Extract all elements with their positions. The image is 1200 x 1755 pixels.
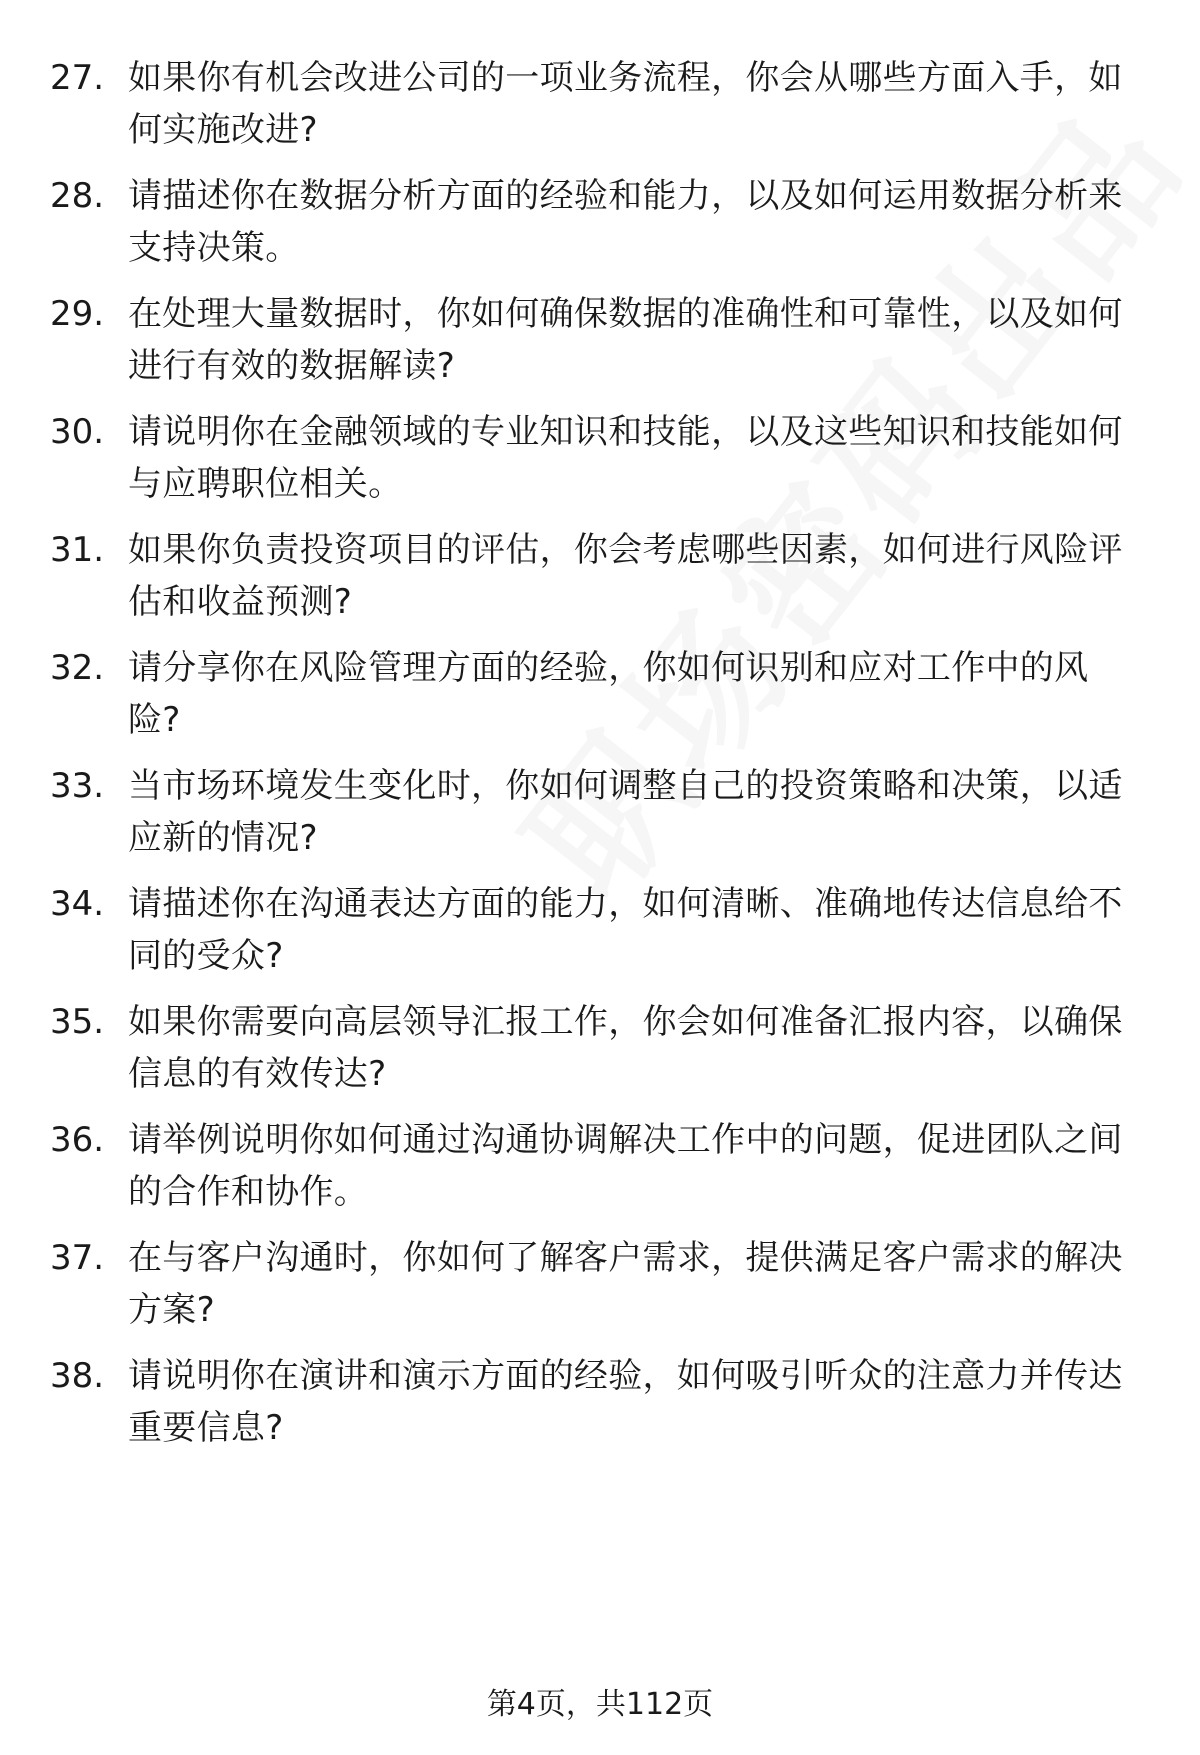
- question-number: 34.: [50, 884, 105, 924]
- question-item: [0, 524, 1200, 644]
- question-item: [0, 642, 1200, 762]
- question-item: [0, 1114, 1200, 1234]
- question-text: 当市场环境发生变化时，你如何调整自己的投资策略和决策，以适应新的情况?: [128, 766, 1123, 858]
- question-number: 38.: [50, 1356, 105, 1396]
- question-item: [0, 996, 1200, 1116]
- question-number: 33.: [50, 766, 105, 806]
- question-number: 31.: [50, 530, 105, 570]
- question-text: 请说明你在演讲和演示方面的经验，如何吸引听众的注意力并传达重要信息?: [128, 1356, 1123, 1448]
- question-number: 35.: [50, 1002, 105, 1042]
- question-number: 32.: [50, 648, 105, 688]
- question-number: 37.: [50, 1238, 105, 1278]
- question-number: 29.: [50, 294, 105, 334]
- question-item: [0, 406, 1200, 526]
- question-item: [0, 760, 1200, 880]
- question-text: 在与客户沟通时，你如何了解客户需求，提供满足客户需求的解决方案?: [128, 1238, 1123, 1330]
- page-footer: 第4页，共112页: [486, 1687, 714, 1722]
- question-item: [0, 878, 1200, 998]
- question-text: 请分享你在风险管理方面的经验，你如何识别和应对工作中的风险?: [128, 648, 1089, 740]
- question-text: 在处理大量数据时，你如何确保数据的准确性和可靠性，以及如何进行有效的数据解读?: [128, 294, 1123, 386]
- question-item: [0, 288, 1200, 408]
- question-item: [0, 1350, 1200, 1470]
- question-number: 27.: [50, 58, 105, 98]
- question-text: 如果你需要向高层领导汇报工作，你会如何准备汇报内容，以确保信息的有效传达?: [128, 1002, 1123, 1094]
- question-text: 请描述你在沟通表达方面的能力，如何清晰、准确地传达信息给不同的受众?: [128, 884, 1123, 976]
- question-item: [0, 52, 1200, 172]
- question-text: 请说明你在金融领域的专业知识和技能，以及这些知识和技能如何与应聘职位相关。: [128, 412, 1123, 504]
- question-text: 如果你有机会改进公司的一项业务流程，你会从哪些方面入手，如何实施改进?: [128, 58, 1123, 150]
- question-text: 请描述你在数据分析方面的经验和能力，以及如何运用数据分析来支持决策。: [128, 176, 1123, 268]
- question-item: [0, 1232, 1200, 1352]
- question-text: 请举例说明你如何通过沟通协调解决工作中的问题，促进团队之间的合作和协作。: [128, 1120, 1123, 1212]
- question-item: [0, 170, 1200, 290]
- question-number: 28.: [50, 176, 105, 216]
- question-number: 36.: [50, 1120, 105, 1160]
- question-text: 如果你负责投资项目的评估，你会考虑哪些因素，如何进行风险评估和收益预测?: [128, 530, 1123, 622]
- question-number: 30.: [50, 412, 105, 452]
